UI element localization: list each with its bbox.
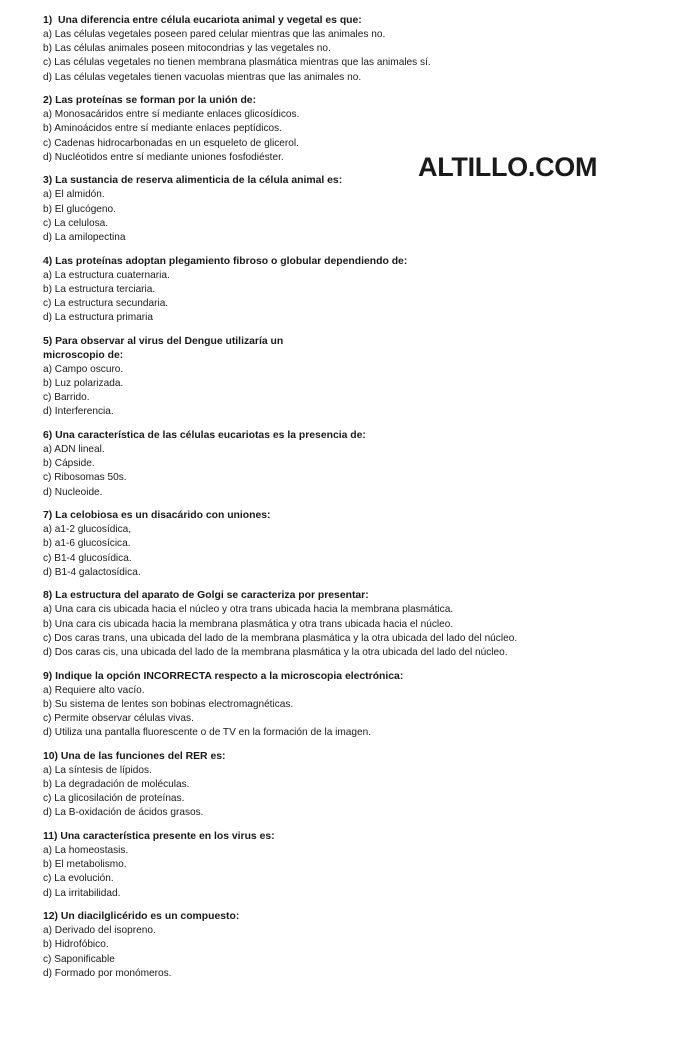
question-title: 1) Una diferencia entre célula eucariota animal y vegetal es que:	[43, 15, 362, 26]
answer-option: a) Una cara cis ubicada hacia el núcleo y otra trans ubicada hacia la membrana plasmática.	[43, 604, 454, 616]
answer-option: b) Una cara cis ubicada hacia la membrana plasmática y otra trans ubicada hacia el núcleo.	[43, 618, 454, 630]
answer-option: b) Hidrofóbico.	[43, 939, 109, 951]
question-title: 9) Indique la opción INCORRECTA respecto a la microscopia electrónica:	[43, 670, 404, 682]
answer-option: c) Saponificable	[43, 953, 115, 965]
answer-option: a) La estructura cuaternaria.	[43, 269, 170, 281]
answer-option: b) El metabolismo.	[43, 859, 127, 871]
question-title: 7) La celobiosa es un disacárido con uniones:	[43, 510, 271, 522]
answer-option: d) Dos caras cis, una ubicada del lado de la membrana plasmática y la otra ubicada del lado del núcleo.	[43, 647, 508, 659]
answer-option: c) Permite observar células vivas.	[43, 713, 194, 725]
answer-option: d) Las células vegetales tienen vacuolas mientras que las animales no.	[43, 71, 362, 83]
question-4	[43, 255, 683, 326]
answer-option: c) Dos caras trans, una ubicada del lado de la membrana plasmática y la otra ubicada del lado del núcleo.	[43, 632, 518, 644]
answer-option: d) Utiliza una pantalla fluorescente o de TV en la formación de la imagen.	[43, 727, 372, 739]
answer-option: c) La evolución.	[43, 873, 114, 885]
question-3	[43, 174, 683, 245]
question-title: 4) Las proteínas adoptan plegamiento fibroso o globular dependiendo de:	[43, 255, 408, 267]
question-7	[43, 509, 683, 580]
answer-option: c) Cadenas hidrocarbonadas en un esqueleto de glicerol.	[43, 137, 299, 149]
answer-option: a) Derivado del isopreno.	[43, 925, 156, 937]
answer-option: d) Interferencia.	[43, 406, 114, 418]
question-title: 8) La estructura del aparato de Golgi se caracteriza por presentar:	[43, 590, 369, 602]
answer-option: c) B1-4 glucosídica.	[43, 552, 132, 564]
answer-option: b) Aminoácidos entre sí mediante enlaces peptídicos.	[43, 123, 283, 135]
question-title: 3) La sustancia de reserva alimenticia de la célula animal es:	[43, 175, 343, 187]
answer-option: d) La amilopectina	[43, 232, 126, 244]
answer-option: b) Las células animales poseen mitocondrias y las vegetales no.	[43, 43, 331, 55]
answer-option: d) Nucleoide.	[43, 486, 103, 498]
question-8	[43, 589, 683, 660]
answer-option: d) B1-4 galactosídica.	[43, 566, 141, 578]
answer-option: b) Luz polarizada.	[43, 378, 124, 390]
answer-option: b) a1-6 glucosícica.	[43, 538, 131, 550]
answer-option: a) Monosacáridos entre sí mediante enlaces glicosídicos.	[43, 109, 300, 121]
answer-option: c) Las células vegetales no tienen membrana plasmática mientras que las animales sí.	[43, 57, 431, 69]
question-6	[43, 429, 683, 500]
question-9	[43, 670, 683, 741]
question-title: 10) Una de las funciones del RER es:	[43, 750, 226, 762]
answer-option: c) La celulosa.	[43, 217, 109, 229]
question-title: 2) Las proteínas se forman por la unión de:	[43, 95, 257, 107]
answer-option: b) La estructura terciaria.	[43, 283, 156, 295]
question-title: 12) Un diacilglicérido es un compuesto:	[43, 911, 240, 923]
altillo-watermark: ALTILLO.COM	[418, 152, 598, 182]
answer-option: b) Cápside.	[43, 458, 95, 470]
answer-option: c) Ribosomas 50s.	[43, 472, 127, 484]
answer-option: d) Nucléotidos entre sí mediante uniones fosfodiéster.	[43, 151, 284, 163]
answer-option: b) Su sistema de lentes son bobinas electromagnéticas.	[43, 698, 294, 710]
answer-option: a) El almidón.	[43, 189, 105, 201]
answer-option: b) La degradación de moléculas.	[43, 779, 190, 791]
answer-option: d) Formado por monómeros.	[43, 967, 172, 979]
answer-option: a) Las células vegetales poseen pared celular mientras que las animales no.	[43, 29, 386, 40]
answer-option: a) La homeostasis.	[43, 845, 129, 857]
question-12	[43, 910, 683, 981]
answer-option: a) Campo oscuro.	[43, 363, 124, 375]
question-title: 5) Para observar al virus del Dengue utilizaría un microscopio de:	[43, 335, 284, 361]
question-title: 11) Una característica presente en los virus es:	[43, 831, 275, 843]
answer-option: c) La glicosilación de proteínas.	[43, 793, 185, 805]
answer-option: d) La estructura primaria	[43, 312, 153, 324]
answer-option: b) El glucógeno.	[43, 203, 116, 215]
answer-option: c) La estructura secundaria.	[43, 298, 169, 310]
answer-option: a) ADN lineal.	[43, 444, 105, 456]
question-11	[43, 830, 683, 901]
question-1	[43, 14, 683, 85]
answer-option: a) Requiere alto vacío.	[43, 684, 145, 696]
question-title: 6) Una característica de las células eucariotas es la presencia de:	[43, 430, 366, 442]
question-5	[43, 335, 683, 420]
question-10	[43, 750, 683, 821]
answer-option: a) a1-2 glucosídica,	[43, 524, 132, 536]
answer-option: d) La irritabilidad.	[43, 887, 121, 899]
answer-option: c) Barrido.	[43, 392, 90, 404]
answer-option: d) La B-oxidación de ácidos grasos.	[43, 807, 204, 819]
answer-option: a) La síntesis de lípidos.	[43, 764, 152, 776]
